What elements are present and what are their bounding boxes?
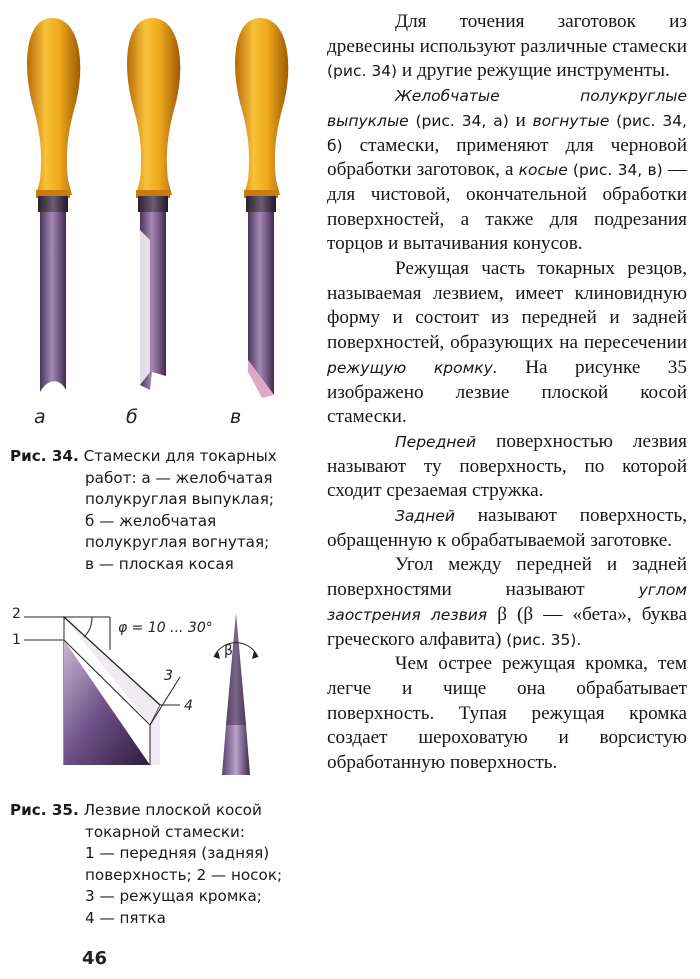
figure-35-caption-title: Рис. 35.	[10, 801, 79, 819]
text-run: β (β — «бета», буква греческого алфавита)	[327, 603, 687, 650]
figure-34-label-b: б	[126, 406, 138, 428]
text-run: и другие режущие инструменты.	[401, 60, 670, 82]
figure-35-label-2: 2	[12, 606, 21, 622]
text-run: поверхностью лезвия называют ту поверхность, по которой сходит срезаемая стружка.	[327, 430, 687, 502]
figure-reference: (рис. 34, б)	[327, 111, 687, 155]
text-run: Режущая часть токарных резцов, называемая лезвием, имеет клиновидную форму и состоит из передней и задней поверхностей, образующих на пересечении	[327, 258, 687, 354]
paragraph	[327, 84, 687, 257]
figure-35-caption	[10, 800, 320, 929]
text-run: и	[515, 109, 526, 131]
paragraph	[327, 257, 687, 430]
caption-line: работ: а — желобчатая	[85, 468, 273, 487]
figure-34-caption-title: Рис. 34.	[10, 447, 79, 465]
paragraph	[327, 430, 687, 504]
text-run: Угол между передней и задней поверхностями называют	[327, 554, 687, 601]
caption-line: Лезвие плоской косой	[83, 801, 262, 819]
caption-line: 1 — передняя (задняя)	[85, 844, 270, 862]
term: Желобчатые полукруглые выпуклые	[327, 87, 687, 130]
figure-35-label-1: 1	[12, 632, 21, 648]
body-text	[327, 10, 687, 776]
paragraph	[327, 652, 687, 776]
text-run: На рисунке 35 изображено лезвие плоской косой стамески.	[327, 356, 687, 428]
term: режущую кромку.	[327, 358, 498, 377]
figure-35-label-4: 4	[184, 698, 193, 714]
caption-line: 3 — режущая кромка;	[85, 887, 262, 905]
figure-34-caption	[10, 446, 320, 575]
text-run: — для чистовой, окончательной обработки поверхностей, а также для подрезания торцов и вытачивания конусов.	[327, 159, 687, 255]
figure-34-chisels	[0, 0, 320, 440]
term: вогнутые	[532, 111, 610, 130]
caption-line: Стамески для токарных	[83, 447, 277, 465]
caption-line: поверхность; 2 — носок;	[85, 865, 283, 884]
caption-line: полукруглая вогнутая;	[85, 533, 270, 551]
term: углом заострения лезвия	[327, 581, 687, 624]
text-run: стамески, применяют для черновой обработки заготовок, а	[327, 134, 688, 181]
paragraph	[327, 504, 687, 553]
chisel-a	[27, 18, 80, 392]
paragraph	[327, 10, 687, 84]
chisel-v	[235, 18, 288, 398]
figure-reference: (рис. 35).	[506, 630, 582, 649]
figure-reference: (рис. 34, а)	[415, 111, 509, 130]
term: Передней	[395, 432, 477, 451]
figure-reference: (рис. 34)	[327, 62, 398, 81]
term: косые	[518, 161, 568, 180]
caption-line: 4 — пятка	[85, 908, 166, 927]
text-run: Чем острее режущая кромка, тем легче и чище она обрабатывает поверхность. Тупая режущая кромка создает шероховатую и ворсистую обработанную поверхность.	[327, 653, 687, 774]
caption-line: в — плоская косая	[85, 554, 234, 573]
figure-35-label-beta: β	[224, 643, 233, 659]
figure-35-label-phi: φ = 10 ... 30°	[118, 620, 213, 636]
caption-line: токарной стамески:	[85, 822, 245, 841]
figure-34-label-v: в	[230, 406, 242, 428]
figure-34-label-a: а	[34, 406, 46, 428]
text-run: Для точения заготовок из древесины используют различные стамески	[327, 11, 687, 57]
chisel-b	[127, 18, 180, 390]
page-number: 46	[82, 948, 108, 969]
caption-line: б — желобчатая	[85, 511, 217, 530]
figure-35-label-3: 3	[164, 668, 173, 684]
text-run: называют поверхность, обращенную к обрабатываемой заготовке.	[327, 505, 687, 551]
figure-reference: (рис. 34, в)	[572, 161, 663, 180]
term: Задней	[395, 507, 455, 526]
caption-line: полукруглая выпуклая;	[85, 490, 274, 508]
paragraph	[327, 553, 687, 652]
